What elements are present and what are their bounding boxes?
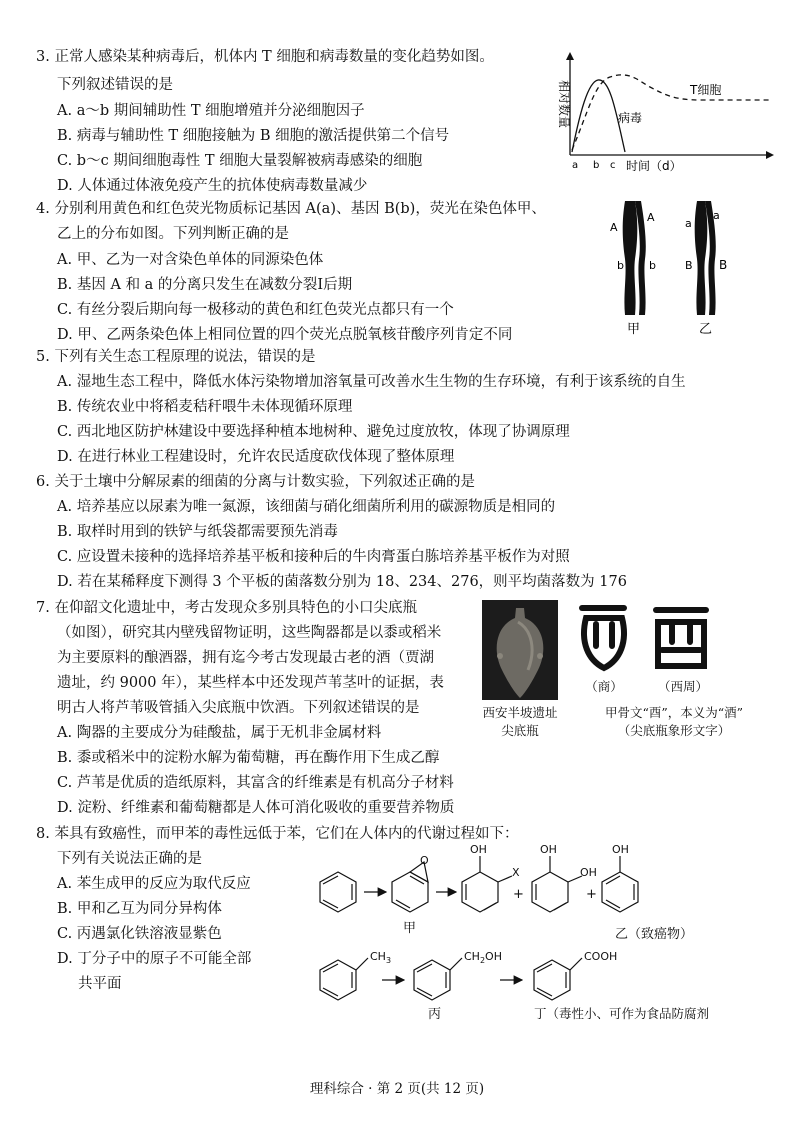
chart-tick-b: b <box>593 160 600 171</box>
label-jia: 甲 <box>403 921 417 936</box>
q7-stem-3: 为主要原料的酿酒器，拥有迄今考古发现最古老的酒（贾湖 <box>57 650 434 666</box>
diol-oh-2: OH <box>580 866 597 879</box>
q3-option-b: B. 病毒与辅助性 T 细胞接触为 B 细胞的激活提供第二个信号 <box>57 128 450 144</box>
glyph-caption-1: 甲骨文“酉”，本义为“酒” <box>604 705 744 720</box>
glyph-label-xizhou: （西周） <box>657 679 708 694</box>
q8-option-b: B. 甲和乙互为同分异构体 <box>57 901 222 917</box>
q4-option-d: D. 甲、乙两条染色体上相同位置的四个荧光点脱氧核苷酸序列肯定不同 <box>57 327 513 343</box>
glyph-xizhou <box>656 610 706 666</box>
q4-stem: 4. 分别利用黄色和红色荧光物质标记基因 A(a)、基因 B(b)，荧光在染色体甲、 <box>36 201 546 217</box>
phenol-oh: OH <box>612 843 629 856</box>
jia-epoxide-o: O <box>420 854 429 867</box>
chart-tick-a: a <box>572 160 579 171</box>
glyph-shang <box>582 608 624 668</box>
chromosome-yi <box>695 201 708 315</box>
label-jia-A1: A <box>610 221 618 234</box>
q6-option-d: D. 若在某稀释度下测得 3 个平板的菌落数分别为 18、234、276，则平均菌落数为 176 <box>57 574 627 590</box>
q6-option-c: C. 应设置未接种的选择培养基平板和接种后的牛肉膏蛋白胨培养基平板作为对照 <box>57 549 570 565</box>
q7-option-a: A. 陶器的主要成分为硅酸盐，属于无机非金属材料 <box>57 725 382 741</box>
q8-option-d-cont: 共平面 <box>78 976 122 992</box>
label-yi-a1: a <box>685 217 692 230</box>
q8-option-c: C. 丙遇氯化铁溶液显紫色 <box>57 926 222 942</box>
q8-option-d: D. 丁分子中的原子不可能全部 <box>57 951 252 967</box>
chart-series-tcell <box>572 75 770 150</box>
vase-photo <box>482 600 558 700</box>
q5-stem: 5. 下列有关生态工程原理的说法，错误的是 <box>36 349 316 365</box>
q7-stem-4: 遗址，约 9000 年），某些样本中还发现芦苇茎叶的证据，表 <box>57 675 444 691</box>
toluene-ch3: $CH_3$ <box>370 950 392 965</box>
ding-ring <box>534 960 570 1000</box>
plus-1: + <box>513 887 524 902</box>
diol-oh-1: OH <box>540 843 557 856</box>
label-ding: 丁（毒性小、可作为食品防腐剂 <box>534 1006 710 1021</box>
jia-ring <box>392 872 428 912</box>
glyph-label-shang: （商） <box>585 679 623 694</box>
q3-stem: 3. 正常人感染某种病毒后，机体内 T 细胞和病毒数量的变化趋势如图。 <box>36 49 494 65</box>
q3-chart-xlabel: 时间（d） <box>626 159 682 173</box>
x-ring <box>462 872 498 912</box>
q6-stem: 6. 关于土壤中分解尿素的细菌的分离与计数实验，下列叙述正确的是 <box>36 474 475 490</box>
vase-caption-2: 尖底瓶 <box>501 723 539 738</box>
bing-ring <box>414 960 450 1000</box>
q4-option-b: B. 基因 A 和 a 的分离只发生在减数分裂Ⅰ后期 <box>57 277 353 293</box>
q7-stem-5: 明古人将芦苇吸管插入尖底瓶中饮酒。下列叙述错误的是 <box>57 700 420 716</box>
oracle-glyphs <box>578 602 728 674</box>
x-ring-oh: OH <box>470 843 487 856</box>
q3-ask: 下列叙述错误的是 <box>57 77 173 93</box>
label-jia-A2: A <box>647 211 655 224</box>
glyph-caption-2: （尖底瓶象形文字） <box>617 723 731 738</box>
q8-reaction-scheme <box>300 840 770 1025</box>
chromosome-jia <box>623 201 638 315</box>
q7-option-d: D. 淀粉、纤维素和葡萄糖都是人体可消化吸收的重要营养物质 <box>57 800 455 816</box>
q3-option-a: A. a～b 期间辅助性 T 细胞增殖并分泌细胞因子 <box>57 103 365 119</box>
label-yi-a2: a <box>713 209 720 222</box>
vase-caption-1: 西安半坡遗址 <box>482 705 558 720</box>
diol-ring <box>532 872 568 912</box>
q5-option-d: D. 在进行林业工程建设时，允许农民适度砍伐体现了整体原理 <box>57 449 455 465</box>
q8-option-a: A. 苯生成甲的反应为取代反应 <box>57 876 251 892</box>
label-yi: 乙 <box>699 322 713 337</box>
label-yi-B1: B <box>685 259 693 272</box>
ding-cooh: COOH <box>584 950 618 963</box>
phenol-ring <box>602 872 638 912</box>
label-jia-b1: b <box>617 259 624 272</box>
q3-chart-ylabel: 相对数量 <box>557 80 571 129</box>
chart-tick-c: c <box>610 160 616 171</box>
q7-stem-1: 7. 在仰韶文化遗址中，考古发现众多别具特色的小口尖底瓶 <box>36 600 417 616</box>
q3-chart <box>540 52 780 177</box>
chart-legend-tcell: T细胞 <box>690 83 722 97</box>
q6-option-b: B. 取样时用到的铁铲与纸袋都需要预先消毒 <box>57 524 338 540</box>
label-bing: 丙 <box>428 1007 442 1022</box>
q4-chromosome-figure <box>605 195 775 345</box>
plus-2: + <box>586 887 597 902</box>
q4-option-a: A. 甲、乙为一对含染色单体的同源染色体 <box>57 252 324 268</box>
label-yi-B2: B <box>719 258 728 272</box>
q5-option-a: A. 湿地生态工程中，降低水体污染物增加溶氧量可改善水生生物的生存环境，有利于该系统的自生 <box>57 374 686 390</box>
chart-legend-virus: 病毒 <box>618 111 643 125</box>
label-yi: 乙（致癌物） <box>615 927 694 942</box>
page-footer: 理科综合 · 第 2 页(共 12 页) <box>309 1081 485 1097</box>
bing-ch2oh: $CH_2OH$ <box>464 950 502 965</box>
q6-option-a: A. 培养基应以尿素为唯一氮源，该细菌与硝化细菌所利用的碳源物质是相同的 <box>57 499 556 515</box>
q4-option-c: C. 有丝分裂后期向每一极移动的黄色和红色荧光点都只有一个 <box>57 302 454 318</box>
toluene-ring <box>320 960 356 1000</box>
q3-option-d: D. 人体通过体液免疫产生的抗体使病毒数量减少 <box>57 178 368 194</box>
q4-stem-2: 乙上的分布如图。下列判断正确的是 <box>57 226 289 242</box>
q7-stem-2: （如图），研究其内壁残留物证明，这些陶器都是以黍或稻米 <box>57 625 442 641</box>
q5-option-b: B. 传统农业中将稻麦秸秆喂牛未体现循环原理 <box>57 399 353 415</box>
benzene-ring <box>320 872 356 912</box>
q8-ask: 下列有关说法正确的是 <box>57 851 202 867</box>
q5-option-c: C. 西北地区防护林建设中要选择种植本地树种、避免过度放牧，体现了协调原理 <box>57 424 570 440</box>
q7-option-c: C. 芦苇是优质的造纸原料，其富含的纤维素是有机高分子材料 <box>57 775 454 791</box>
label-jia: 甲 <box>627 322 641 337</box>
q8-stem: 8. 苯具有致癌性，而甲苯的毒性远低于苯，它们在人体内的代谢过程如下： <box>36 826 519 842</box>
q7-option-b: B. 黍或稻米中的淀粉水解为葡萄糖，再在酶作用下生成乙醇 <box>57 750 440 766</box>
q3-option-c: C. b～c 期间细胞毒性 T 细胞大量裂解被病毒感染的细胞 <box>57 153 423 169</box>
x-ring-x: X <box>512 866 520 879</box>
label-jia-b2: b <box>649 259 656 272</box>
